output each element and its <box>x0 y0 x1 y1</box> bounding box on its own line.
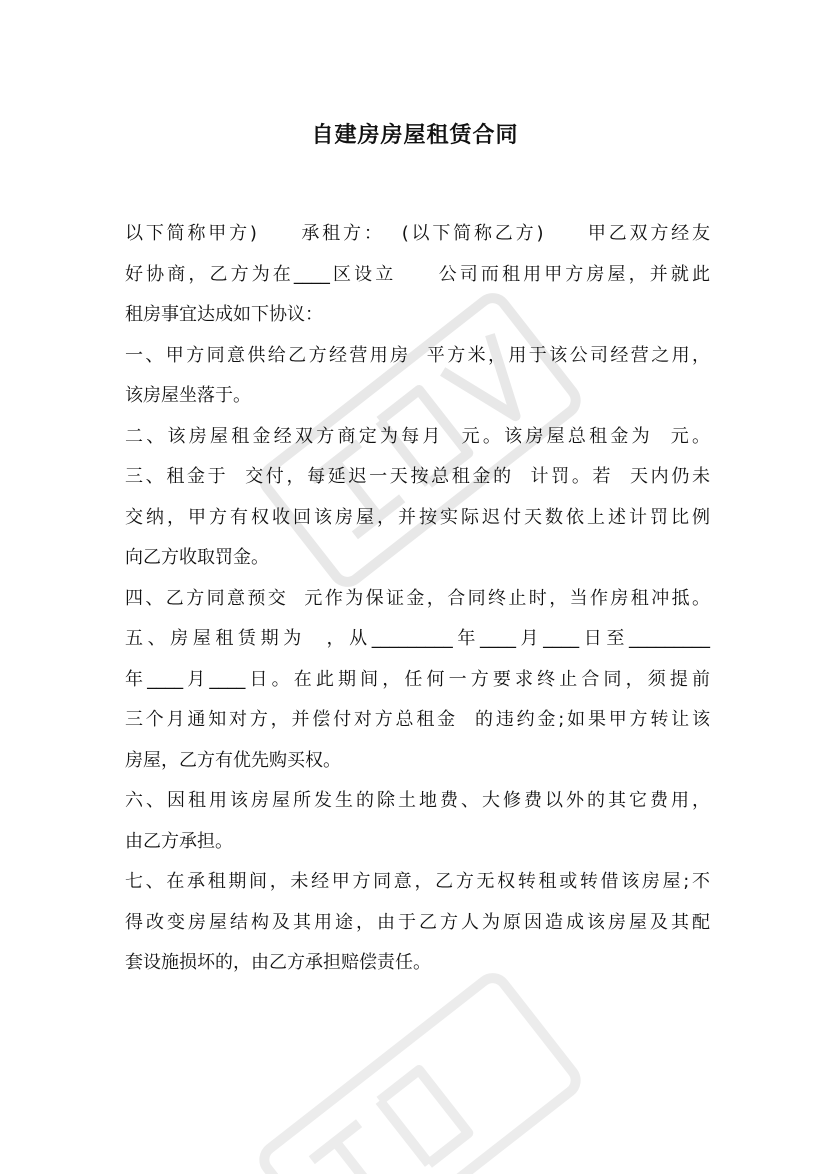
body-line-13: 三个月通知对方，并偿付对方总租金 的违约金;如果甲方转让该 <box>125 709 710 730</box>
body-line-14: 房屋，乙方有优先购买权。 <box>125 749 341 771</box>
body-line-3: 租房事宜达成如下协议： <box>125 304 323 325</box>
body-line-2: 好协商，乙方为在____区设立 公司而租用甲方房屋，并就此 <box>125 263 710 285</box>
body-line-5: 该房屋坐落于。 <box>125 385 251 406</box>
body-line-11: 五、房屋租赁期为 ，从_________年____月____日至_________ <box>125 628 710 649</box>
body-line-1: 以下简称甲方) 承租方： (以下简称乙方) 甲乙双方经友 <box>125 223 710 244</box>
body-line-9: 向乙方收取罚金。 <box>125 547 269 568</box>
body-line-19: 套设施损坏的，由乙方承担赔偿责任。 <box>125 952 431 973</box>
body-line-7: 三、租金于 交付，每延迟一天按总租金的 计罚。若 天内仍未 <box>125 466 710 487</box>
body-line-18: 得改变房屋结构及其用途，由于乙方人为原因造成该房屋及其配 <box>125 911 710 933</box>
contract-body <box>125 214 710 984</box>
body-line-17: 七、在承租期间，未经甲方同意，乙方无权转租或转借该房屋;不 <box>125 871 710 892</box>
body-line-10: 四、乙方同意预交 元作为保证金，合同终止时，当作房租冲抵。 <box>125 587 710 609</box>
body-line-16: 由乙方承担。 <box>125 830 233 852</box>
document-title: 自建房房屋租赁合同 <box>311 123 519 148</box>
body-line-6: 二、该房屋租金经双方商定为每月 元。该房屋总租金为 元。 <box>125 425 710 447</box>
body-line-15: 六、因租用该房屋所发生的除土地费、大修费以外的其它费用， <box>125 790 710 811</box>
body-line-12: 年____月____日。在此期间，任何一方要求终止合同，须提前 <box>125 668 710 690</box>
body-line-4: 一、甲方同意供给乙方经营用房 平方米，用于该公司经营之用， <box>125 344 710 366</box>
body-line-8: 交纳，甲方有权收回该房屋，并按实际迟付天数依上述计罚比例 <box>125 506 710 528</box>
